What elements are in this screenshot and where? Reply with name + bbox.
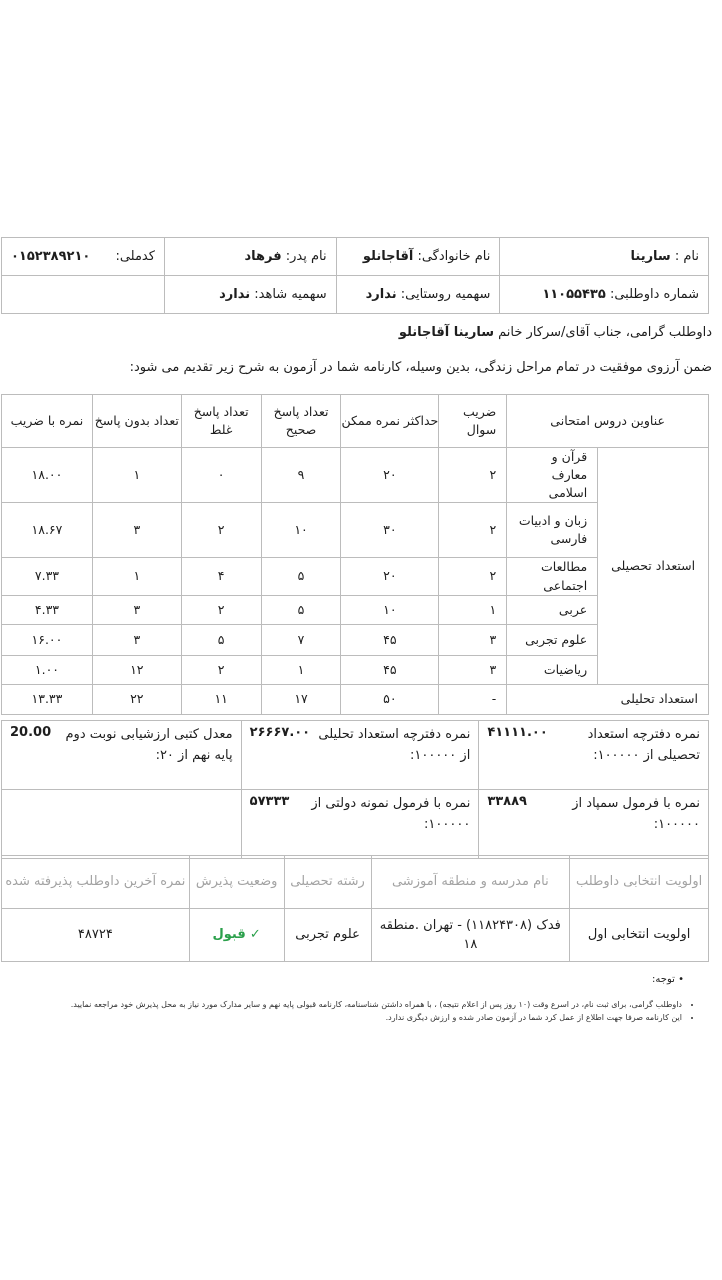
table-row bbox=[2, 909, 709, 962]
max-cell: ۱۰ bbox=[341, 595, 439, 624]
subject-cell: زبان و ادبیات فارسی bbox=[507, 503, 598, 558]
state-score-label: نمره با فرمول نمونه دولتی از ۱۰۰۰۰۰: bbox=[311, 796, 471, 832]
school-cell: فدک (۱۱۸۲۴۳۰۸) - تهران .منطقه ۱۸ bbox=[371, 909, 570, 962]
national-code-label: کدملی: bbox=[115, 249, 155, 264]
witness-quota-value: ندارد bbox=[219, 287, 251, 302]
group-label: استعداد تحصیلی bbox=[598, 448, 709, 685]
score-cell: ۱.۰۰ bbox=[2, 655, 93, 684]
subject-cell: علوم تجربی bbox=[507, 624, 598, 655]
header-wrong: تعداد پاسخ غلط bbox=[181, 395, 261, 448]
header-blank: تعداد بدون پاسخ bbox=[92, 395, 181, 448]
check-icon: ✓ bbox=[249, 927, 261, 943]
scores-table bbox=[1, 394, 709, 715]
coef-cell: ۱ bbox=[439, 595, 507, 624]
national-code-value: ۰۱۵۲۳۸۹۲۱۰ bbox=[11, 249, 91, 264]
wrong-cell: ۴ bbox=[181, 558, 261, 595]
national-code-cell bbox=[2, 238, 165, 276]
wrong-cell: ۰ bbox=[181, 448, 261, 503]
father-label: نام پدر: bbox=[285, 249, 327, 264]
correct-cell: ۵ bbox=[261, 558, 341, 595]
written-average-value: 20.00 bbox=[10, 725, 52, 740]
analytic-row bbox=[2, 684, 709, 714]
state-score-cell bbox=[241, 790, 479, 859]
blank-cell: ۳ bbox=[92, 624, 181, 655]
rural-quota-cell bbox=[336, 276, 500, 314]
family-cell bbox=[336, 238, 500, 276]
family-value: آقاجانلو bbox=[362, 249, 414, 264]
coef-cell: - bbox=[439, 684, 507, 714]
status-value: قبول bbox=[212, 927, 246, 943]
greeting-line-2: ضمن آرزوی موفقیت در تمام مراحل زندگی، بدین وسیله، کارنامه شما در آزمون به شرح زیر تقدیم می شود: bbox=[129, 360, 712, 375]
header-subjects: عناوین دروس امتحانی bbox=[507, 395, 709, 448]
correct-cell: ۱ bbox=[261, 655, 341, 684]
wrong-cell: ۵ bbox=[181, 624, 261, 655]
candidate-info-table bbox=[1, 237, 709, 314]
coef-cell: ۲ bbox=[439, 558, 507, 595]
greeting-prefix: داوطلب گرامی، جناب آقای/سرکار خانم bbox=[498, 325, 712, 340]
witness-quota-label: سهمیه شاهد: bbox=[254, 287, 327, 302]
blank-cell: ۱۲ bbox=[92, 655, 181, 684]
max-cell: ۵۰ bbox=[341, 684, 439, 714]
notes-title: • توجه: bbox=[652, 974, 684, 985]
scores-header-row bbox=[2, 395, 709, 448]
rural-quota-label: سهمیه روستایی: bbox=[400, 287, 491, 302]
name-cell bbox=[500, 238, 709, 276]
score-cell: ۴.۳۳ bbox=[2, 595, 93, 624]
score-cell: ۷.۳۳ bbox=[2, 558, 93, 595]
blank-cell: ۳ bbox=[92, 595, 181, 624]
correct-cell: ۷ bbox=[261, 624, 341, 655]
header-last-score: نمره آخرین داوطلب پذیرفته شده bbox=[2, 856, 190, 909]
father-value: فرهاد bbox=[244, 249, 282, 264]
score-cell: ۱۸.۰۰ bbox=[2, 448, 93, 503]
candidate-no-label: شماره داوطلبی: bbox=[609, 287, 699, 302]
sampad-score-label: نمره با فرمول سمپاد از ۱۰۰۰۰۰: bbox=[572, 796, 700, 832]
max-cell: ۲۰ bbox=[341, 448, 439, 503]
subject-cell: مطالعات اجتماعی bbox=[507, 558, 598, 595]
header-max: حداکثر نمره ممکن bbox=[341, 395, 439, 448]
name-label: نام : bbox=[674, 249, 699, 264]
candidate-no-value: ۱۱۰۵۵۴۳۵ bbox=[542, 287, 606, 302]
father-cell bbox=[164, 238, 336, 276]
table-row bbox=[2, 448, 709, 503]
subject-cell: عربی bbox=[507, 595, 598, 624]
max-cell: ۴۵ bbox=[341, 624, 439, 655]
written-average-cell bbox=[2, 721, 242, 790]
blank-cell: ۲۲ bbox=[92, 684, 181, 714]
greeting-line-1 bbox=[399, 325, 712, 340]
empty-cell bbox=[2, 790, 242, 859]
family-label: نام خانوادگی: bbox=[417, 249, 491, 264]
greeting-name: سارینا آقاجانلو bbox=[398, 325, 494, 340]
coef-cell: ۲ bbox=[439, 503, 507, 558]
correct-cell: ۱۷ bbox=[261, 684, 341, 714]
acceptance-table bbox=[1, 855, 709, 962]
subject-cell: استعداد تحلیلی bbox=[507, 684, 709, 714]
academic-score-cell bbox=[479, 721, 709, 790]
status-cell bbox=[189, 909, 284, 962]
note-item: • داوطلب گرامی، برای ثبت نام، در اسرع وقت (۱۰ روز پس از اعلام نتیجه) ، با همراه داشتن شناسنامه، کارنامه قبولی پایه نهم و سایر مدارک مورد نیاز به محل پذیرش خود مراجعه نمایید. bbox=[32, 998, 682, 1011]
blank-cell: ۱ bbox=[92, 448, 181, 503]
academic-score-value: ۴۱۱۱۱.۰۰ bbox=[487, 725, 548, 740]
correct-cell: ۵ bbox=[261, 595, 341, 624]
priority-cell: اولویت انتخابی اول bbox=[570, 909, 709, 962]
written-average-label: معدل کتبی ارزشیابی نوبت دوم پایه نهم از ۲۰: bbox=[65, 727, 233, 763]
header-correct: تعداد پاسخ صحیح bbox=[261, 395, 341, 448]
max-cell: ۴۵ bbox=[341, 655, 439, 684]
acceptance-header-row bbox=[2, 856, 709, 909]
header-coef: ضریب سوال bbox=[439, 395, 507, 448]
notes-title-text: توجه: bbox=[652, 974, 675, 985]
analytic-score-cell bbox=[241, 721, 479, 790]
empty-cell bbox=[2, 276, 165, 314]
analytic-score-value: ۲۶۶۶۷.۰۰ bbox=[249, 725, 311, 740]
witness-quota-cell bbox=[164, 276, 336, 314]
blank-cell: ۱ bbox=[92, 558, 181, 595]
header-status: وضعیت پذیرش bbox=[189, 856, 284, 909]
subject-cell: ریاضیات bbox=[507, 655, 598, 684]
sampad-score-value: ۳۳۸۸۹ bbox=[487, 794, 527, 809]
notes-list bbox=[32, 998, 694, 1024]
score-cell: ۱۸.۶۷ bbox=[2, 503, 93, 558]
rural-quota-value: ندارد bbox=[365, 287, 397, 302]
summary-table bbox=[1, 720, 709, 859]
header-school: نام مدرسه و منطقه آموزشی bbox=[371, 856, 570, 909]
analytic-score-label: نمره دفترچه استعداد تحلیلی از ۱۰۰۰۰۰: bbox=[318, 727, 471, 763]
name-value: سارینا bbox=[630, 249, 671, 264]
score-cell: ۱۳.۳۳ bbox=[2, 684, 93, 714]
coef-cell: ۳ bbox=[439, 624, 507, 655]
wrong-cell: ۱۱ bbox=[181, 684, 261, 714]
header-priority: اولویت انتخابی داوطلب bbox=[570, 856, 709, 909]
coef-cell: ۲ bbox=[439, 448, 507, 503]
wrong-cell: ۲ bbox=[181, 655, 261, 684]
state-score-value: ۵۷۳۳۳ bbox=[249, 794, 290, 809]
wrong-cell: ۲ bbox=[181, 595, 261, 624]
blank-cell: ۳ bbox=[92, 503, 181, 558]
subject-cell: قرآن و معارف اسلامی bbox=[507, 448, 598, 503]
score-cell: ۱۶.۰۰ bbox=[2, 624, 93, 655]
sampad-score-cell bbox=[479, 790, 709, 859]
field-cell: علوم تجربی bbox=[284, 909, 371, 962]
max-cell: ۳۰ bbox=[341, 503, 439, 558]
academic-score-label: نمره دفترچه استعداد تحصیلی از ۱۰۰۰۰۰: bbox=[587, 727, 700, 763]
last-score-cell: ۴۸۷۲۴ bbox=[2, 909, 190, 962]
correct-cell: ۹ bbox=[261, 448, 341, 503]
wrong-cell: ۲ bbox=[181, 503, 261, 558]
header-field: رشته تحصیلی bbox=[284, 856, 371, 909]
header-score: نمره با ضریب bbox=[2, 395, 93, 448]
note-item: • این کارنامه صرفا جهت اطلاع از عمل کرد شما در آزمون صادر شده و ارزش دیگری ندارد. bbox=[32, 1011, 682, 1024]
max-cell: ۲۰ bbox=[341, 558, 439, 595]
correct-cell: ۱۰ bbox=[261, 503, 341, 558]
candidate-no-cell bbox=[500, 276, 709, 314]
coef-cell: ۳ bbox=[439, 655, 507, 684]
